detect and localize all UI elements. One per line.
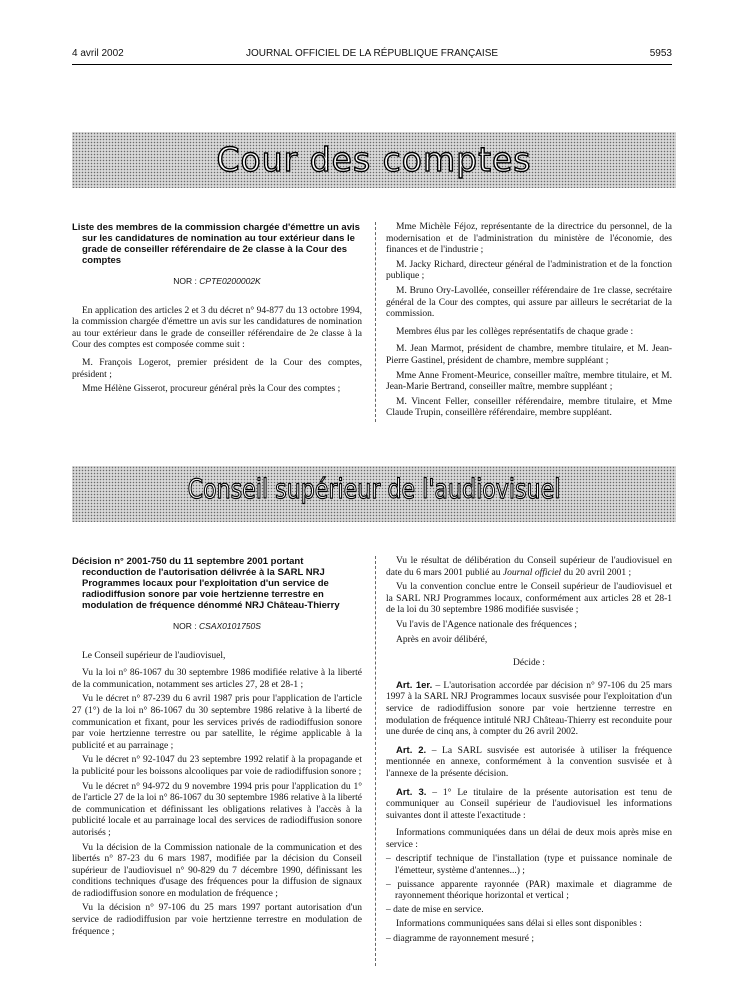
page-header [72,48,672,64]
section-banner-cour-des-comptes [72,132,676,188]
paragraph: Membres élus par les collèges représentatifs de chaque grade : [396,326,634,337]
section2-nor: NOR : CSAX0101750S [173,621,261,631]
journal-officiel-ref: Journal officiel [502,567,562,578]
paragraph: M. Jacky Richard, directeur général de l'administration et de la fonction publique ; [386,259,672,282]
paragraph: Vu la loi n° 86-1067 du 30 septembre 1986 modifiée relative à la liberté de la communication, notamment ses articles 27, 28 et 28-1 ; [72,668,362,690]
section-heading: Conseil supérieur de l'audiovisuel [187,474,561,505]
paragraph: Vu l'avis de l'Agence nationale des fréquences ; [396,619,577,630]
list-item: – descriptif technique de l'installation (type et puissance nominale de l'émetteur, système d'antennes...) ; [386,854,672,877]
paragraph: Informations communiquées sans délai si elles sont disponibles : [396,919,642,930]
paragraph: Vu le décret n° 87-239 du 6 avril 1987 pris pour l'application de l'article 27 (1°) de la loi n° 86-1067 du 30 septembre 1986 relative à la liberté de communication et fixant, pour les services privés de radiodiffusion sonore par voie hertzienne terrestre ou par satellite, le régime applicable à la publicité et au parrainage ; [72,694,362,751]
header-date: 4 avril 2002 [72,48,124,59]
section2-left-column [72,556,362,941]
section1-left-column [72,222,362,399]
paragraph: Vu le décret n° 92-1047 du 23 septembre 1992 relatif à la propagande et la publicité pour les boissons alcooliques par voie de radiodiffusion sonore ; [72,755,362,777]
section1-nor: NOR : CPTE0200002K [173,276,261,286]
list [386,854,672,916]
header-page-number: 5953 [649,48,672,59]
paragraph: Vu la décision n° 97-106 du 25 mars 1997 portant autorisation d'un service de radiodiffusion par voie hertzienne terrestre en modulation de fréquence ; [72,903,362,937]
column-divider [375,556,376,966]
section2-right-column [386,556,672,949]
paragraph: Mme Anne Froment-Meurice, conseiller maître, membre titulaire, et M. Jean-Marie Bertrand, conseiller maître, membre suppléant ; [386,370,672,393]
paragraph: Vu le décret n° 94-972 du 9 novembre 1994 pris pour l'application du 1° de l'article 27 de la loi n° 86-1067 du 30 septembre 1986 relative à la liberté de communication et définissant les obligations relatives à l'accès à la publicité locale et au parrainage local des services de radiodiffusion sonore autorisés ; [72,781,362,838]
paragraph: Vu la décision de la Commission nationale de la communication et des libertés n° 87-23 du 6 mars 1987, modifiée par la décision du Conseil supérieur de l'audiovisuel n° 90-829 du 7 décembre 1990, définissant les conditions techniques d'usage des fréquences pour la diffusion de signaux de radiodiffusion sonore en modulation de fréquence ; [72,842,362,899]
paragraph: Mme Hélène Gisserot, procureur général près la Cour des comptes ; [82,384,341,395]
decide-heading: Décide : [513,658,545,669]
paragraph: M. François Logerot, premier président de la Cour des comptes, président ; [72,357,362,380]
paragraph: Informations communiquées dans un délai de deux mois après mise en service : [386,828,672,850]
paragraph: En application des articles 2 et 3 du décret n° 94-877 du 13 octobre 1994, la commission chargée d'émettre un avis sur les candidatures de nomination au tour extérieur dans le grade de conseiller référendaire de 2e classe à la Cour des comptes est composée comme suit : [72,305,362,351]
article-2: Art. 2. – La SARL susvisée est autorisée à utiliser la fréquence mentionnée en annexe, conformément à la convention susvisée et à l'annexe de la présente décision. [386,744,672,779]
paragraph: Après en avoir délibéré, [396,634,488,645]
column-divider [375,222,376,422]
paragraph: Vu la convention conclue entre le Conseil supérieur de l'audiovisuel et la SARL NRJ Programmes locaux, conformément aux articles 28 et 28-1 de la loi du 30 septembre 1986 modifiée susvisée ; [386,582,672,616]
list-item: – date de mise en service. [386,904,484,915]
section-heading: Cour des comptes [216,140,532,179]
paragraph: M. Bruno Ory-Lavollée, conseiller référendaire de 1re classe, secrétaire général de la Cour des comptes, qui assure par ailleurs le secrétariat de la commission. [386,285,672,320]
list [386,934,672,946]
paragraph: Mme Michèle Féjoz, représentante de la directrice du personnel, de la modernisation et de l'administration du ministère de l'économie, des finances et de l'industrie ; [386,222,672,256]
paragraph: Vu le résultat de délibération du Conseil supérieur de l'audiovisuel en date du 6 mars 2001 publié au Journal officiel du 20 avril 2001 ; [386,556,672,578]
list-item: – diagramme de rayonnement mesuré ; [386,934,534,945]
header-journal-title: JOURNAL OFFICIEL DE LA RÉPUBLIQUE FRANÇAISE [245,48,499,59]
section2-title: Décision n° 2001-750 du 11 septembre 2001 portant reconduction de l'autorisation délivrée à la SARL NRJ Programmes locaux pour l'exploitation d'un service de radiodiffusion sonore par voie hertzienne terrestre en modulation de fréquence dénommé NRJ Château-Thierry [72,556,340,611]
paragraph: M. Vincent Feller, conseiller référendaire, membre titulaire, et Mme Claude Trupin, conseillère référendaire, membre suppléant. [386,396,672,419]
header-rule [72,64,672,65]
paragraph: Le Conseil supérieur de l'audiovisuel, [82,650,226,661]
list-item: – puissance apparente rayonnée (PAR) maximale et diagramme de rayonnement théorique horizontal et vertical ; [386,879,672,902]
section-banner-conseil-superieur-audiovisuel [72,466,676,522]
section1-title: Liste des membres de la commission chargée d'émettre un avis sur les candidatures de nomination au tour extérieur dans le grade de conseiller référendaire de 2e classe à la Cour des comptes [72,222,360,266]
section1-right-column [386,222,672,423]
article-3: Art. 3. – 1° Le titulaire de la présente autorisation est tenu de communiquer au Conseil supérieur de l'audiovisuel les informations suivantes dont il atteste l'exactitude : [386,786,673,821]
article-1: Art. 1er. – L'autorisation accordée par décision n° 97-106 du 25 mars 1997 à la SARL NRJ Programmes locaux susvisée pour l'exploitation d'un service de radiodiffusion sonore par voie hertzienne terrestre en modulation de fréquence intitulé NRJ Château-Thierry est reconduite pour une durée de cinq ans, à compter du 26 avril 2002. [386,679,672,738]
paragraph: M. Jean Marmot, président de chambre, membre titulaire, et M. Jean-Pierre Gastinel, président de chambre, membre suppléant ; [386,344,672,366]
